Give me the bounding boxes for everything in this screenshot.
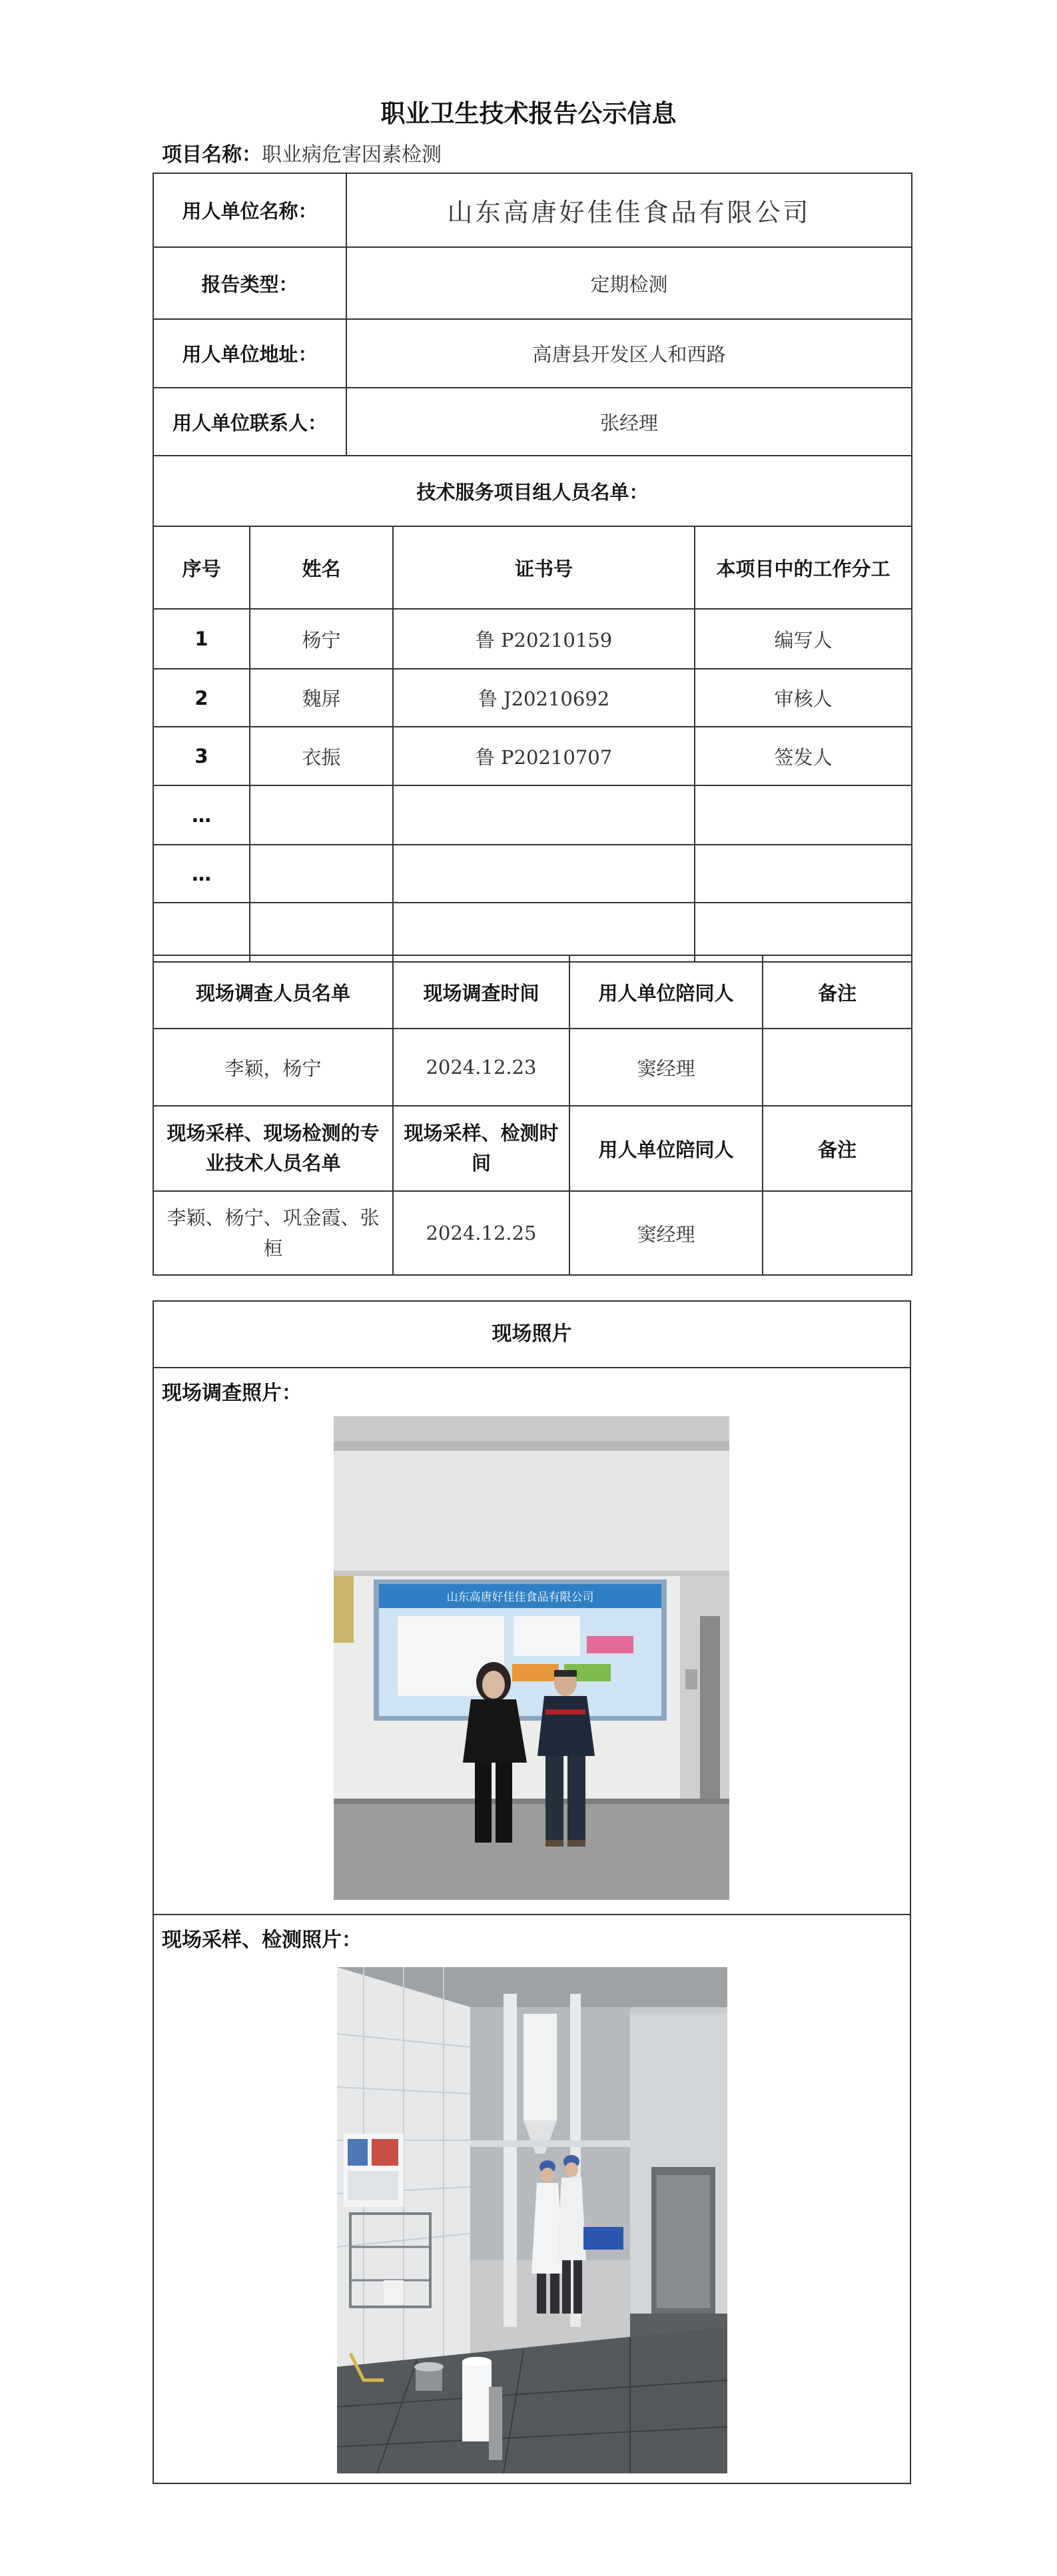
sampling-header-companion: 用人单位陪同人 <box>569 1106 763 1191</box>
row-role: 编写人 <box>695 609 912 669</box>
sampling-note <box>763 1191 912 1275</box>
survey-photo-label: 现场调查照片： <box>162 1382 302 1405</box>
report-type-label: 报告类型： <box>153 247 346 319</box>
sampling-photo-label: 现场采样、检测照片： <box>162 1929 362 1952</box>
team-heading: 技术服务项目组人员名单： <box>153 456 912 526</box>
contact-label: 用人单位联系人： <box>153 388 346 456</box>
sampling-staff: 李颖、杨宁、巩金霞、张桓 <box>153 1191 393 1275</box>
team-header-no: 序号 <box>153 526 250 609</box>
row-cert: 鲁 P20210707 <box>393 727 695 785</box>
row-name <box>250 903 393 962</box>
team-table <box>153 455 912 963</box>
address-value: 高唐县开发区人和西路 <box>346 319 912 388</box>
sampling-photo-section <box>154 1915 910 2481</box>
row-cert <box>393 903 695 962</box>
row-no: 2 <box>153 669 250 727</box>
row-cert: 鲁 P20210159 <box>393 609 695 669</box>
survey-sign-text: 山东高唐好佳佳食品有限公司 <box>446 1591 594 1604</box>
row-no: … <box>153 785 250 845</box>
photo-section <box>153 1300 911 2484</box>
survey-header-staff: 现场调查人员名单 <box>153 955 393 1029</box>
sampling-photo <box>337 1967 727 2473</box>
row-cert <box>393 845 695 903</box>
row-no: … <box>153 845 250 903</box>
team-header-name: 姓名 <box>250 526 393 609</box>
survey-photo <box>334 1416 729 1900</box>
project-label: 项目名称： <box>162 143 262 167</box>
table-row <box>153 903 912 962</box>
survey-header-companion: 用人单位陪同人 <box>569 955 763 1029</box>
row-name <box>250 845 393 903</box>
project-name <box>162 138 442 167</box>
sampling-date: 2024.12.25 <box>393 1191 569 1275</box>
row-cert <box>393 785 695 845</box>
survey-header-note: 备注 <box>763 955 912 1029</box>
sampling-header-staff: 现场采样、现场检测的专业技术人员名单 <box>153 1106 393 1191</box>
table-row <box>153 785 912 845</box>
survey-note <box>763 1029 912 1106</box>
employer-label: 用人单位名称： <box>153 173 346 247</box>
row-no <box>153 903 250 962</box>
survey-table <box>153 955 912 1276</box>
row-role: 审核人 <box>695 669 912 727</box>
row-no: 1 <box>153 609 250 669</box>
table-row <box>153 845 912 903</box>
table-row <box>153 727 912 785</box>
report-type-value: 定期检测 <box>346 247 912 319</box>
table-row <box>153 609 912 669</box>
sampling-header-note: 备注 <box>763 1106 912 1191</box>
row-name <box>250 785 393 845</box>
team-header-role: 本项目中的工作分工 <box>695 526 912 609</box>
team-header-cert: 证书号 <box>393 526 695 609</box>
survey-date: 2024.12.23 <box>393 1029 569 1106</box>
employer-value: 山东高唐好佳佳食品有限公司 <box>346 173 912 247</box>
address-label: 用人单位地址： <box>153 319 346 388</box>
sampling-companion: 窦经理 <box>569 1191 763 1275</box>
row-name: 魏屏 <box>250 669 393 727</box>
survey-header-time: 现场调查时间 <box>393 955 569 1029</box>
page-title: 职业卫生技术报告公示信息 <box>380 99 677 128</box>
row-role <box>695 785 912 845</box>
contact-value: 张经理 <box>346 388 912 456</box>
row-role: 签发人 <box>695 727 912 785</box>
survey-companion: 窦经理 <box>569 1029 763 1106</box>
project-value: 职业病危害因素检测 <box>262 143 442 167</box>
row-cert: 鲁 J20210692 <box>393 669 695 727</box>
survey-staff: 李颖，杨宁 <box>153 1029 393 1106</box>
row-role <box>695 903 912 962</box>
row-role <box>695 845 912 903</box>
sampling-header-time: 现场采样、检测时间 <box>393 1106 569 1191</box>
row-no: 3 <box>153 727 250 785</box>
row-name: 杨宁 <box>250 609 393 669</box>
info-table <box>153 173 912 456</box>
row-name: 衣振 <box>250 727 393 785</box>
photo-heading: 现场照片 <box>154 1302 910 1368</box>
table-row <box>153 669 912 727</box>
survey-photo-section <box>154 1368 910 1915</box>
